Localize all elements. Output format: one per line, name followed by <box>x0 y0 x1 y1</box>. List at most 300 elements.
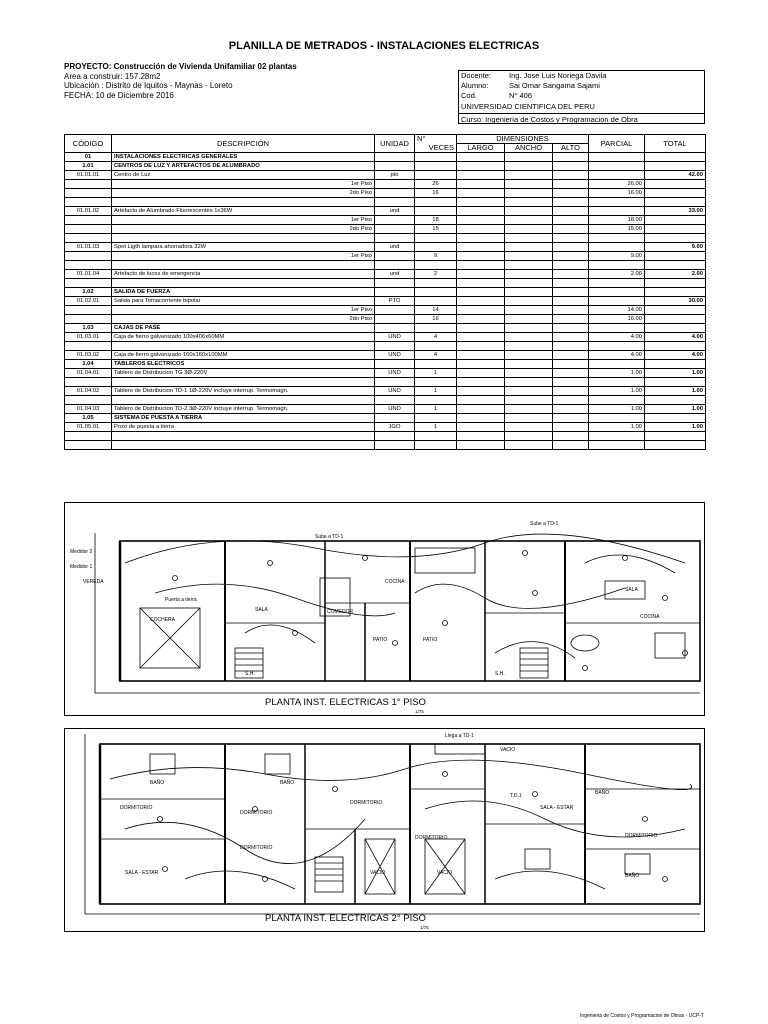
cell-unit: und <box>375 243 415 252</box>
cell-largo <box>457 378 505 387</box>
cell-parcial <box>589 198 645 207</box>
cell-largo <box>457 369 505 378</box>
project-date: FECHA: 10 de Diciembre 2016 <box>64 90 174 100</box>
cell-code: 01.01.01 <box>65 171 112 180</box>
cell-parcial <box>589 360 645 369</box>
cell-largo <box>457 306 505 315</box>
project-info <box>64 62 297 100</box>
cell-total <box>645 378 706 387</box>
table-row <box>65 171 706 180</box>
cell-alto <box>553 297 589 306</box>
cell-unit <box>375 288 415 297</box>
cell-total <box>645 153 706 162</box>
cod-label: Cod. <box>461 91 477 100</box>
cell-alto <box>553 180 589 189</box>
metrados-table <box>64 134 706 450</box>
label-dormitorio-2: DORMITORIO <box>240 810 273 816</box>
cell-unit <box>375 279 415 288</box>
cell-ancho <box>505 153 553 162</box>
cell-code: 1.03 <box>65 324 112 333</box>
cell-largo <box>457 279 505 288</box>
label-medidor-1: Medidor 1 <box>70 564 93 570</box>
cell-total <box>645 441 706 450</box>
cell-desc: Caja de fierro galvanizado 160x160x100MM <box>112 351 375 360</box>
label-sala: SALA <box>255 607 268 613</box>
cell-total <box>645 198 706 207</box>
cell-largo <box>457 405 505 414</box>
cell-n <box>415 432 457 441</box>
col-n: N° <box>415 135 457 144</box>
table-row <box>65 261 706 270</box>
table-row <box>65 333 706 342</box>
cell-n <box>415 378 457 387</box>
cell-desc <box>112 396 375 405</box>
cell-alto <box>553 279 589 288</box>
cell-ancho <box>505 405 553 414</box>
cell-parcial <box>589 414 645 423</box>
label-cocina: COCINA <box>385 579 405 585</box>
cell-largo <box>457 432 505 441</box>
cell-parcial <box>589 261 645 270</box>
cell-code <box>65 216 112 225</box>
cell-total <box>645 360 706 369</box>
cell-largo <box>457 270 505 279</box>
cell-parcial: 4.00 <box>589 351 645 360</box>
cell-n <box>415 279 457 288</box>
cell-parcial <box>589 378 645 387</box>
cell-n <box>415 297 457 306</box>
col-veces: VECES <box>415 144 457 153</box>
cell-largo <box>457 423 505 432</box>
label-bano-1: BAÑO <box>150 780 165 786</box>
label-vereda: VEREDA <box>83 579 104 585</box>
cell-parcial: 26.00 <box>589 180 645 189</box>
cell-n <box>415 171 457 180</box>
cell-ancho <box>505 243 553 252</box>
table-row <box>65 216 706 225</box>
cell-parcial: 18.00 <box>589 216 645 225</box>
cell-largo <box>457 288 505 297</box>
cell-alto <box>553 432 589 441</box>
cell-ancho <box>505 378 553 387</box>
cell-n <box>415 288 457 297</box>
table-row <box>65 180 706 189</box>
cell-desc <box>112 279 375 288</box>
label-llega: Llega a TD-1 <box>445 733 474 739</box>
cell-unit: UND <box>375 369 415 378</box>
cell-desc: TABLEROS ELECTRICOS <box>112 360 375 369</box>
cell-total: 4.00 <box>645 333 706 342</box>
cell-total <box>645 252 706 261</box>
cell-largo <box>457 180 505 189</box>
cell-unit: UND <box>375 387 415 396</box>
cell-code <box>65 432 112 441</box>
cell-unit <box>375 342 415 351</box>
table-row <box>65 432 706 441</box>
cell-unit <box>375 441 415 450</box>
table-row <box>65 243 706 252</box>
cell-parcial <box>589 243 645 252</box>
cell-ancho <box>505 369 553 378</box>
cell-code: 1.01 <box>65 162 112 171</box>
cell-unit: UND <box>375 351 415 360</box>
cell-largo <box>457 414 505 423</box>
metrados-body <box>65 153 706 450</box>
cell-parcial: 1.00 <box>589 387 645 396</box>
cell-total <box>645 216 706 225</box>
cell-total <box>645 279 706 288</box>
cell-total: 33.00 <box>645 207 706 216</box>
table-row <box>65 207 706 216</box>
cell-parcial: 1.00 <box>589 369 645 378</box>
cell-desc <box>112 198 375 207</box>
cell-largo <box>457 234 505 243</box>
cell-code <box>65 225 112 234</box>
label-dormitorio-4: DORMITORIO <box>350 800 383 806</box>
cell-desc: Salida para Tomacorriente bipolar <box>112 297 375 306</box>
cell-ancho <box>505 162 553 171</box>
cell-alto <box>553 414 589 423</box>
table-row <box>65 153 706 162</box>
cell-ancho <box>505 342 553 351</box>
cell-unit: UND <box>375 333 415 342</box>
table-row <box>65 288 706 297</box>
label-sube-1: Sube a TD-1 <box>315 534 344 540</box>
cell-n <box>415 198 457 207</box>
table-row <box>65 387 706 396</box>
cell-ancho <box>505 252 553 261</box>
cell-parcial <box>589 288 645 297</box>
cell-desc: 2do Piso <box>112 315 375 324</box>
cell-desc <box>112 342 375 351</box>
project-label: PROYECTO: <box>64 62 112 71</box>
cell-n <box>415 162 457 171</box>
cell-alto <box>553 387 589 396</box>
table-row <box>65 324 706 333</box>
cell-ancho <box>505 441 553 450</box>
table-row <box>65 441 706 450</box>
cell-unit <box>375 225 415 234</box>
cell-alto <box>553 333 589 342</box>
cell-parcial <box>589 171 645 180</box>
cell-alto <box>553 252 589 261</box>
cell-largo <box>457 189 505 198</box>
cell-total <box>645 162 706 171</box>
project-location: Ubicación : Distrito de Iquitos - Maynas - Loreto <box>64 81 233 91</box>
cell-code: 01.04.02 <box>65 387 112 396</box>
cell-n <box>415 207 457 216</box>
cell-largo <box>457 315 505 324</box>
table-row <box>65 252 706 261</box>
cell-parcial <box>589 432 645 441</box>
cell-alto <box>553 216 589 225</box>
label-sh-2: S.H. <box>495 671 505 677</box>
plan-first-floor <box>64 502 705 716</box>
cell-n <box>415 342 457 351</box>
cell-n <box>415 261 457 270</box>
cell-largo <box>457 225 505 234</box>
cell-total: 1.00 <box>645 405 706 414</box>
cell-unit <box>375 396 415 405</box>
cell-parcial: 1.00 <box>589 405 645 414</box>
cell-unit <box>375 324 415 333</box>
table-row <box>65 378 706 387</box>
cell-parcial <box>589 396 645 405</box>
cell-desc: Artefacto de Alumbrado Fluorescentes 1x36W <box>112 207 375 216</box>
cell-parcial: 1.00 <box>589 423 645 432</box>
cell-parcial: 4.00 <box>589 333 645 342</box>
cell-unit: pto <box>375 171 415 180</box>
cell-unit <box>375 234 415 243</box>
cell-desc <box>112 378 375 387</box>
cell-total <box>645 306 706 315</box>
label-td1: T.D.1 <box>510 793 522 799</box>
curso: Curso: Ingenieria de Costos y Programacion de Obra <box>459 113 704 125</box>
cell-desc: 2do Piso <box>112 225 375 234</box>
project-name: Construcción de Vivienda Unifamiliar 02 plantas <box>113 62 297 71</box>
cell-ancho <box>505 306 553 315</box>
col-ancho: ANCHO <box>505 144 553 153</box>
cell-n: 26 <box>415 180 457 189</box>
cell-code <box>65 189 112 198</box>
table-row <box>65 306 706 315</box>
cell-ancho <box>505 387 553 396</box>
cell-code: 01.05.01 <box>65 423 112 432</box>
cell-unit <box>375 378 415 387</box>
cell-code: 1.02 <box>65 288 112 297</box>
cell-code <box>65 306 112 315</box>
label-bano-4: BAÑO <box>625 873 640 879</box>
cell-total <box>645 189 706 198</box>
cell-code: 01.01.03 <box>65 243 112 252</box>
cell-largo <box>457 252 505 261</box>
cell-ancho <box>505 288 553 297</box>
cell-n <box>415 396 457 405</box>
cell-total <box>645 288 706 297</box>
table-row <box>65 162 706 171</box>
cell-alto <box>553 315 589 324</box>
cell-ancho <box>505 225 553 234</box>
cell-parcial <box>589 324 645 333</box>
cell-alto <box>553 162 589 171</box>
cell-n <box>415 324 457 333</box>
cell-parcial <box>589 342 645 351</box>
cell-unit <box>375 153 415 162</box>
cell-n <box>415 360 457 369</box>
label-sala-estar-2: SALA - ESTAR <box>540 805 574 811</box>
cell-alto <box>553 243 589 252</box>
cell-alto <box>553 396 589 405</box>
cell-total: 1.00 <box>645 423 706 432</box>
cell-desc: 1er Piso <box>112 216 375 225</box>
label-medidor-2: Medidor 2 <box>70 549 93 555</box>
universidad: UNIVERSIDAD CIENTIFICA DEL PERU <box>461 102 595 111</box>
cell-ancho <box>505 414 553 423</box>
author-info-box <box>458 70 705 124</box>
cell-alto <box>553 378 589 387</box>
cell-ancho <box>505 261 553 270</box>
cell-code: 1.05 <box>65 414 112 423</box>
cell-parcial: 9.00 <box>589 252 645 261</box>
cell-unit <box>375 414 415 423</box>
cell-ancho <box>505 324 553 333</box>
cell-desc <box>112 261 375 270</box>
page-footer: Ingenieria de Costos y Programacion de Obras - UCP-T <box>580 1013 704 1019</box>
cell-total <box>645 414 706 423</box>
cell-parcial: 14.00 <box>589 306 645 315</box>
cell-desc: CAJAS DE PASE <box>112 324 375 333</box>
cell-desc: CENTROS DE LUZ Y ARTEFACTOS DE ALUMBRADO <box>112 162 375 171</box>
cell-desc <box>112 441 375 450</box>
cell-n: 18 <box>415 216 457 225</box>
cell-alto <box>553 360 589 369</box>
alumno-label: Alumno: <box>461 81 489 90</box>
cell-total: 42.00 <box>645 171 706 180</box>
cell-n: 1 <box>415 369 457 378</box>
cell-code <box>65 342 112 351</box>
table-row <box>65 279 706 288</box>
docente-label: Docente: <box>461 71 492 80</box>
cell-largo <box>457 387 505 396</box>
cell-total <box>645 180 706 189</box>
cell-total: 9.00 <box>645 243 706 252</box>
label-patio-1: PATIO <box>373 637 388 643</box>
cell-unit <box>375 162 415 171</box>
cell-code: 1.04 <box>65 360 112 369</box>
cell-alto <box>553 153 589 162</box>
cell-ancho <box>505 216 553 225</box>
table-row <box>65 198 706 207</box>
cell-parcial <box>589 207 645 216</box>
cell-alto <box>553 207 589 216</box>
cell-desc: Tablero de Distribucion TG 3Ø-220V <box>112 369 375 378</box>
cell-alto <box>553 171 589 180</box>
label-vacio-1: VACIO <box>370 870 386 876</box>
cell-code: 01.02.01 <box>65 297 112 306</box>
cell-alto <box>553 423 589 432</box>
table-row <box>65 270 706 279</box>
label-sh: S.H. <box>245 671 255 677</box>
plan-2-scale: 1/75 <box>420 925 429 930</box>
col-unidad: UNIDAD <box>375 135 415 153</box>
cell-largo <box>457 162 505 171</box>
docente-value: Ing. Jose Luis Noriega Davila <box>509 71 607 80</box>
cell-desc: Tablero de Distribucion TD-2 3Ø-220V incluye interrup. Termomagn. <box>112 405 375 414</box>
cell-largo <box>457 351 505 360</box>
cell-n: 4 <box>415 333 457 342</box>
label-comedor: COMEDOR <box>327 609 354 615</box>
cell-desc: SISTEMA DE PUESTA A TIERRA <box>112 414 375 423</box>
cell-unit: UND <box>375 405 415 414</box>
cell-unit <box>375 306 415 315</box>
cell-total <box>645 234 706 243</box>
cell-code <box>65 198 112 207</box>
cell-n: 16 <box>415 189 457 198</box>
cell-desc: Centro de Luz <box>112 171 375 180</box>
cell-total <box>645 342 706 351</box>
table-row <box>65 351 706 360</box>
cell-unit <box>375 252 415 261</box>
cell-unit <box>375 261 415 270</box>
cell-desc <box>112 432 375 441</box>
cell-n <box>415 414 457 423</box>
cell-n: 1 <box>415 423 457 432</box>
cell-ancho <box>505 171 553 180</box>
cell-desc: Artefacto de luces de emergencia <box>112 270 375 279</box>
table-row <box>65 405 706 414</box>
cell-total: 30.00 <box>645 297 706 306</box>
cell-largo <box>457 171 505 180</box>
cell-total <box>645 315 706 324</box>
cell-total <box>645 396 706 405</box>
floor-plan-1-drawing <box>65 503 704 715</box>
cell-parcial <box>589 234 645 243</box>
project-area: Area a construir: 157.28m2 <box>64 71 161 81</box>
cell-n: 4 <box>415 351 457 360</box>
cell-total <box>645 261 706 270</box>
cell-code: 01 <box>65 153 112 162</box>
cell-alto <box>553 225 589 234</box>
cell-alto <box>553 324 589 333</box>
cell-ancho <box>505 360 553 369</box>
cell-desc <box>112 234 375 243</box>
label-dormitorio-6: DORMITORIO <box>625 833 658 839</box>
alumno-value: Sai Omar Sangama Sajami <box>509 81 600 90</box>
cell-n <box>415 153 457 162</box>
cell-code: 01.01.02 <box>65 207 112 216</box>
cell-desc: INSTALACIONES ELECTRICAS GENERALES <box>112 153 375 162</box>
cell-ancho <box>505 279 553 288</box>
col-largo: LARGO <box>457 144 505 153</box>
cell-total: 1.00 <box>645 387 706 396</box>
cell-largo <box>457 297 505 306</box>
cell-ancho <box>505 207 553 216</box>
cell-ancho <box>505 297 553 306</box>
cell-unit: PTO <box>375 297 415 306</box>
cell-largo <box>457 396 505 405</box>
cell-total: 2.00 <box>645 270 706 279</box>
cell-alto <box>553 270 589 279</box>
cell-unit: und <box>375 207 415 216</box>
col-alto: ALTO <box>553 144 589 153</box>
table-row <box>65 423 706 432</box>
cell-code <box>65 261 112 270</box>
cell-total <box>645 225 706 234</box>
label-vacio-2: VACIO <box>437 870 453 876</box>
cell-largo <box>457 342 505 351</box>
cell-alto <box>553 306 589 315</box>
cell-desc: Caja de fierro galvanizado 100x406x60MM <box>112 333 375 342</box>
floor-plan-2-drawing <box>65 729 704 931</box>
cell-unit <box>375 180 415 189</box>
cell-unit <box>375 432 415 441</box>
col-total: TOTAL <box>645 135 706 153</box>
cell-ancho <box>505 396 553 405</box>
cell-alto <box>553 441 589 450</box>
cell-code <box>65 180 112 189</box>
cell-alto <box>553 369 589 378</box>
label-puerta: Puerta a tierra <box>165 597 197 603</box>
cell-code <box>65 441 112 450</box>
cell-desc: 2do Piso <box>112 189 375 198</box>
cell-ancho <box>505 333 553 342</box>
cell-largo <box>457 360 505 369</box>
col-codigo: CÓDIGO <box>65 135 112 153</box>
cell-desc: 1er Piso <box>112 306 375 315</box>
cell-largo <box>457 441 505 450</box>
cell-largo <box>457 261 505 270</box>
cell-desc: 1er Piso <box>112 252 375 261</box>
